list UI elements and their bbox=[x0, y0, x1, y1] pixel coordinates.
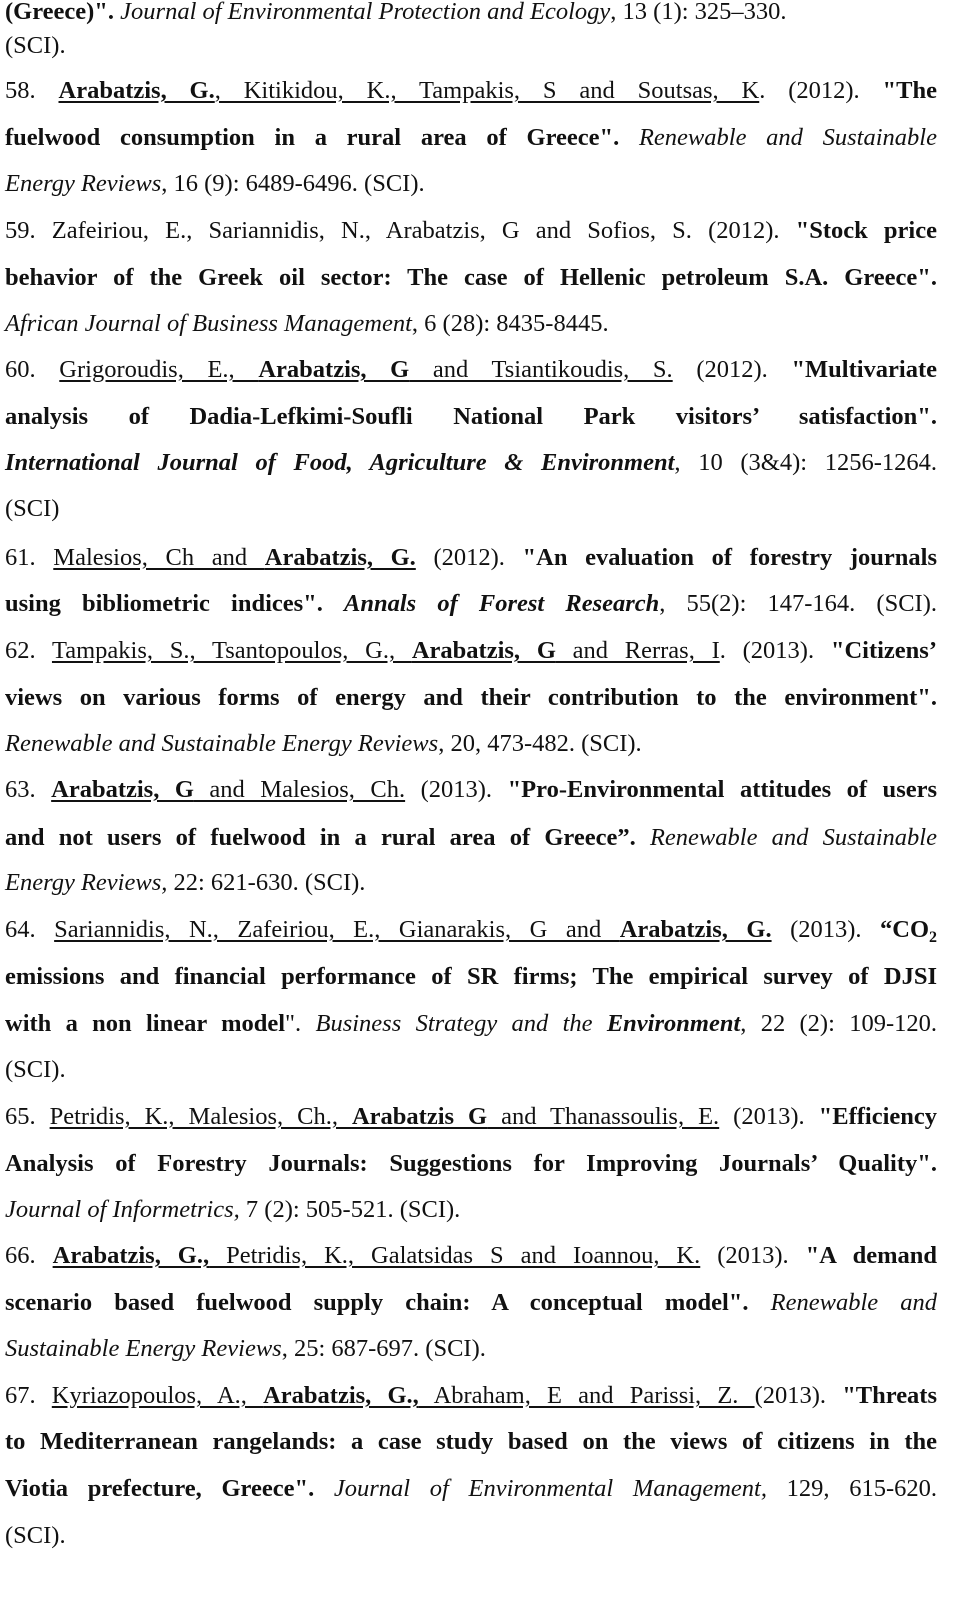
text-run: Renewable and Sustainable Energy Reviews bbox=[5, 730, 439, 757]
text-run: "Citizens’ bbox=[830, 637, 937, 664]
text-run: Arabatzis G bbox=[351, 1103, 488, 1130]
text-run: Energy Reviews, bbox=[5, 869, 168, 896]
text-run: 59. Zafeiriou, E., Sariannidis, N., Arabatzis, G and Sofios, S. (2012). bbox=[5, 217, 796, 244]
text-run: Renewable and bbox=[770, 1289, 937, 1316]
text-line bbox=[5, 397, 937, 437]
text-run: Sustainable Energy Reviews bbox=[5, 1335, 282, 1362]
text-run: (2012). bbox=[415, 544, 523, 571]
text-run: and Thanassoulis, E. bbox=[487, 1103, 720, 1130]
text-line bbox=[5, 26, 66, 66]
text-run: Petridis, K., Malesios, Ch., bbox=[49, 1103, 352, 1130]
text-run: (2012). bbox=[672, 356, 792, 383]
text-run: analysis of Dadia-Lefkimi-Soufli National Park visitors’ satisfaction". bbox=[5, 403, 937, 430]
text-run: "Threats bbox=[842, 1382, 938, 1409]
text-run: with a non linear model bbox=[5, 1010, 286, 1037]
text-run: (SCI) bbox=[5, 495, 60, 522]
text-line bbox=[5, 258, 937, 298]
text-run: emissions and financial performance of SR firms; The empirical survey of DJSI bbox=[5, 963, 937, 990]
text-run: "A demand bbox=[805, 1242, 938, 1269]
text-run: Business Strategy and the bbox=[315, 1010, 607, 1037]
text-run: Arabatzis, G bbox=[258, 356, 410, 383]
text-run: , 6 (28): 8435-8445. bbox=[411, 310, 609, 337]
text-line bbox=[5, 1469, 937, 1509]
text-run: behavior of the Greek oil sector: The case of Hellenic petroleum S.A. Greece". bbox=[5, 264, 937, 291]
text-line bbox=[5, 957, 937, 997]
text-run: International Journal of Food, Agriculture & Environment bbox=[5, 449, 675, 476]
text-line bbox=[5, 818, 937, 858]
text-run: 64. bbox=[5, 916, 55, 943]
text-line bbox=[5, 1190, 460, 1230]
text-run: Tampakis, S., Tsantopoulos, G., bbox=[51, 637, 412, 664]
text-run: Kyriazopoulos, A., bbox=[51, 1382, 264, 1409]
text-run: Journal of Environmental Protection and Ecology bbox=[120, 0, 611, 25]
text-run: 60. bbox=[5, 356, 60, 383]
text-line bbox=[5, 1329, 486, 1369]
text-line bbox=[5, 631, 937, 671]
text-run: Abraham, E and Parissi, Z. bbox=[418, 1382, 755, 1409]
text-run: “CO bbox=[880, 916, 930, 943]
text-line bbox=[5, 118, 937, 158]
text-run: 63. bbox=[5, 776, 52, 803]
text-run: 62. bbox=[5, 637, 52, 664]
text-run: Grigoroudis, E., bbox=[59, 356, 259, 383]
text-line bbox=[5, 584, 937, 624]
text-run: , Kitikidou, K., Tampakis, S and Soutsas, K bbox=[214, 77, 760, 104]
text-run: , 13 (1): 325–330. bbox=[610, 0, 787, 25]
text-line bbox=[5, 489, 59, 529]
text-run: to Mediterranean rangelands: a case study based on the views of citizens in the bbox=[5, 1428, 937, 1455]
text-run: Renewable and Sustainable bbox=[638, 124, 937, 151]
text-line bbox=[5, 1144, 937, 1184]
text-run: Journal of Informetrics, bbox=[5, 1196, 240, 1223]
text-line bbox=[5, 1516, 66, 1556]
text-line bbox=[5, 1422, 937, 1462]
text-run: (SCI). bbox=[5, 32, 66, 59]
text-run: , 25: 687-697. (SCI). bbox=[281, 1335, 486, 1362]
text-run: (SCI). bbox=[5, 1522, 66, 1549]
text-line bbox=[5, 1376, 937, 1416]
text-line bbox=[5, 678, 937, 718]
text-line bbox=[5, 1004, 937, 1044]
text-line bbox=[5, 211, 937, 251]
text-run: (2013). bbox=[405, 776, 508, 803]
text-run: "Stock price bbox=[795, 217, 937, 244]
text-run: Analysis of Forestry Journals: Suggestions for Improving Journals’ Quality". bbox=[5, 1150, 937, 1177]
text-run: , 20, 473-482. (SCI). bbox=[438, 730, 642, 757]
text-line bbox=[5, 1283, 937, 1323]
text-run: 7 (2): 505-521. (SCI). bbox=[239, 1196, 461, 1223]
text-run: and Rerras, I bbox=[555, 637, 720, 664]
text-run: "The bbox=[882, 77, 937, 104]
text-run: Renewable and Sustainable bbox=[649, 824, 937, 851]
text-run: 22: 621-630. (SCI). bbox=[167, 869, 366, 896]
text-run: Annals of Forest Research bbox=[344, 590, 660, 617]
text-line bbox=[5, 443, 937, 483]
text-run: . (2012). bbox=[759, 77, 883, 104]
text-run: . (2013). bbox=[719, 637, 831, 664]
text-run: "Multivariate bbox=[791, 356, 938, 383]
text-run: 61. bbox=[5, 544, 54, 571]
text-run: and not users of fuelwood in a rural area of Greece”. bbox=[5, 824, 650, 851]
text-run: (SCI). bbox=[5, 1056, 66, 1083]
text-line bbox=[5, 770, 937, 810]
text-line bbox=[5, 863, 365, 903]
text-run: , 10 (3&4): 1256-1264. bbox=[674, 449, 937, 476]
text-run: Journal of Environmental Management, bbox=[333, 1475, 767, 1502]
text-run: (2013). bbox=[700, 1242, 806, 1269]
text-line bbox=[5, 1097, 937, 1137]
text-run: , 22 (2): 109-120. bbox=[740, 1010, 937, 1037]
text-line bbox=[5, 350, 937, 390]
text-run: (2013). bbox=[754, 1382, 843, 1409]
text-run: , 16 (9): 6489-6496. (SCI). bbox=[161, 170, 425, 197]
text-run: Arabatzis, G bbox=[411, 637, 556, 664]
text-run: fuelwood consumption in a rural area of Greece". bbox=[5, 124, 639, 151]
text-run: 129, 615-620. bbox=[766, 1475, 937, 1502]
text-run: (2013). bbox=[771, 916, 881, 943]
text-run: African Journal of Business Management bbox=[5, 310, 412, 337]
text-run: Sariannidis, N., Zafeiriou, E., Gianarakis, G and bbox=[54, 916, 620, 943]
text-run: "An evaluation of forestry journals bbox=[522, 544, 938, 571]
text-run: , 55(2): 147-164. (SCI). bbox=[659, 590, 938, 617]
text-run: 2 bbox=[929, 929, 938, 946]
text-run: views on various forms of energy and their contribution to the environment". bbox=[5, 684, 937, 711]
text-run: 66. bbox=[5, 1242, 53, 1269]
text-run: 58. bbox=[5, 77, 59, 104]
text-line bbox=[5, 71, 937, 111]
text-run: "Pro-Environmental attitudes of users bbox=[507, 776, 938, 803]
text-run: Arabatzis, G. bbox=[264, 544, 416, 571]
text-run: (Greece)". bbox=[5, 0, 121, 25]
text-run: Environment bbox=[606, 1010, 741, 1037]
text-line bbox=[5, 1236, 937, 1276]
text-line bbox=[5, 910, 937, 950]
text-run: Viotia prefecture, Greece". bbox=[5, 1475, 334, 1502]
text-run: Arabatzis, G., bbox=[52, 1242, 210, 1269]
text-run: Arabatzis, G., bbox=[263, 1382, 419, 1409]
text-line bbox=[5, 538, 937, 578]
text-run: scenario based fuelwood supply chain: A conceptual model". bbox=[5, 1289, 771, 1316]
text-run: 67. bbox=[5, 1382, 52, 1409]
text-line bbox=[5, 1050, 66, 1090]
text-run: (2013). bbox=[719, 1103, 819, 1130]
text-line bbox=[5, 724, 642, 764]
text-run: ". bbox=[285, 1010, 316, 1037]
text-run: using bibliometric indices". bbox=[5, 590, 345, 617]
text-run: and Malesios, Ch. bbox=[193, 776, 406, 803]
text-line bbox=[5, 304, 609, 344]
text-run: Arabatzis, G. bbox=[619, 916, 772, 943]
text-run: Energy Reviews bbox=[5, 170, 162, 197]
text-run: Petridis, K., Galatsidas S and Ioannou, K. bbox=[209, 1242, 701, 1269]
text-run: Arabatzis, G bbox=[51, 776, 194, 803]
text-run: Arabatzis, G. bbox=[58, 77, 215, 104]
text-line bbox=[5, 164, 425, 204]
text-line bbox=[5, 0, 787, 32]
text-run: Malesios, Ch and bbox=[53, 544, 265, 571]
text-run: 65. bbox=[5, 1103, 50, 1130]
text-run: "Efficiency bbox=[818, 1103, 937, 1130]
text-run: and Tsiantikoudis, S. bbox=[409, 356, 673, 383]
